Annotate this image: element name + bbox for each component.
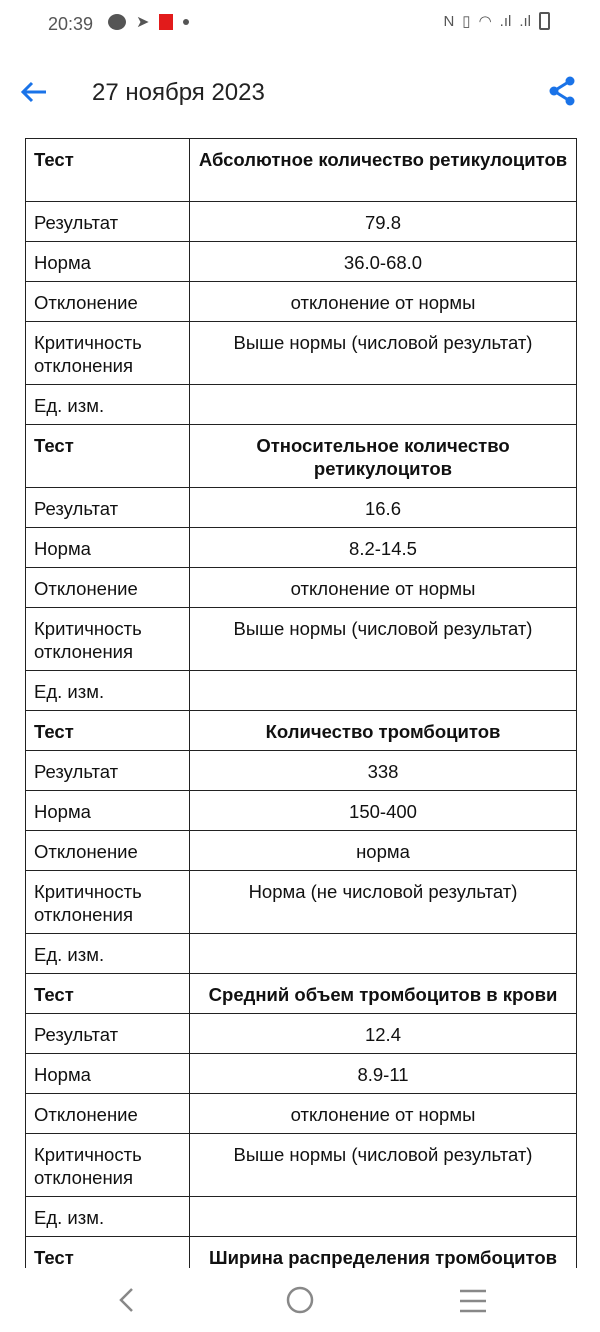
row-label: Результат xyxy=(26,1014,190,1054)
row-label: Ед. изм. xyxy=(26,1197,190,1237)
row-label: Ед. изм. xyxy=(26,934,190,974)
row-label: Норма xyxy=(26,1054,190,1094)
battery-charging-icon xyxy=(539,12,550,30)
row-value-result: 79.8 xyxy=(190,202,577,242)
row-label: Отклонение xyxy=(26,568,190,608)
row-value-unit xyxy=(190,385,577,425)
row-label: Тест xyxy=(26,425,190,488)
table-row-criticality xyxy=(26,1134,577,1197)
row-value-result: 338 xyxy=(190,751,577,791)
table-row-deviation xyxy=(26,1094,577,1134)
row-value-test: Относительное количество ретикулоцитов xyxy=(190,425,577,488)
nav-back-icon[interactable] xyxy=(116,1286,136,1314)
row-value-unit xyxy=(190,934,577,974)
nav-home-icon[interactable] xyxy=(285,1285,315,1315)
row-value-norm: 8.9-11 xyxy=(190,1054,577,1094)
row-value-result: 16.6 xyxy=(190,488,577,528)
row-value-unit xyxy=(190,1197,577,1237)
row-value-result: 12.4 xyxy=(190,1014,577,1054)
results-scroll[interactable] xyxy=(0,132,600,1268)
status-time: 20:39 xyxy=(48,14,94,34)
telegram-icon: ➤ xyxy=(136,14,150,31)
table-row-deviation xyxy=(26,282,577,322)
signal-icon: .ıl xyxy=(499,12,512,30)
row-label: Результат xyxy=(26,751,190,791)
row-label: Критичность отклонения xyxy=(26,322,190,385)
row-label: Тест xyxy=(26,974,190,1014)
row-value-deviation: отклонение от нормы xyxy=(190,1094,577,1134)
table-row-deviation xyxy=(26,568,577,608)
row-value-test: Количество тромбоцитов xyxy=(190,711,577,751)
chat-icon xyxy=(108,14,126,30)
row-label: Отклонение xyxy=(26,831,190,871)
table-row-criticality xyxy=(26,871,577,934)
nav-recents-icon[interactable] xyxy=(458,1288,488,1314)
row-value-criticality: Выше нормы (числовой результат) xyxy=(190,608,577,671)
table-row-norm xyxy=(26,528,577,568)
results-table xyxy=(25,138,577,1268)
wifi-icon: ◠ xyxy=(478,13,492,30)
table-row-deviation xyxy=(26,831,577,871)
status-bar xyxy=(0,0,600,50)
row-label: Критичность отклонения xyxy=(26,608,190,671)
table-row-test xyxy=(26,139,577,202)
row-label: Тест xyxy=(26,1237,190,1269)
row-value-criticality: Норма (не числовой результат) xyxy=(190,871,577,934)
table-row-norm xyxy=(26,242,577,282)
row-label: Результат xyxy=(26,202,190,242)
row-label: Норма xyxy=(26,242,190,282)
page-title: 27 ноября 2023 xyxy=(92,79,265,106)
row-value-norm: 150-400 xyxy=(190,791,577,831)
table-row-test xyxy=(26,1237,577,1269)
table-row-result xyxy=(26,751,577,791)
row-value-criticality: Выше нормы (числовой результат) xyxy=(190,322,577,385)
table-row-result xyxy=(26,488,577,528)
table-row-unit xyxy=(26,1197,577,1237)
table-row-unit xyxy=(26,934,577,974)
row-label: Отклонение xyxy=(26,1094,190,1134)
system-nav-bar xyxy=(0,1268,600,1332)
row-label: Норма xyxy=(26,528,190,568)
table-row-norm xyxy=(26,1054,577,1094)
row-value-test: Абсолютное количество ретикулоцитов xyxy=(190,139,577,202)
table-row-result xyxy=(26,202,577,242)
row-label: Тест xyxy=(26,711,190,751)
row-label: Ед. изм. xyxy=(26,671,190,711)
row-value-test: Средний объем тромбоцитов в крови xyxy=(190,974,577,1014)
row-value-test: Ширина распределения тромбоцитов xyxy=(190,1237,577,1269)
row-value-deviation: норма xyxy=(190,831,577,871)
vibrate-icon: ▯ xyxy=(462,13,471,30)
dot-icon xyxy=(183,19,189,25)
table-row-test xyxy=(26,974,577,1014)
table-row-unit xyxy=(26,385,577,425)
app-bar xyxy=(0,62,600,122)
table-row-test xyxy=(26,711,577,751)
row-value-deviation: отклонение от нормы xyxy=(190,282,577,322)
row-label: Отклонение xyxy=(26,282,190,322)
row-value-criticality: Выше нормы (числовой результат) xyxy=(190,1134,577,1197)
table-row-criticality xyxy=(26,608,577,671)
row-value-norm: 36.0-68.0 xyxy=(190,242,577,282)
table-row-criticality xyxy=(26,322,577,385)
row-label: Ед. изм. xyxy=(26,385,190,425)
table-row-unit xyxy=(26,671,577,711)
row-label: Результат xyxy=(26,488,190,528)
table-row-result xyxy=(26,1014,577,1054)
nfc-icon: N xyxy=(443,12,455,30)
row-label: Критичность отклонения xyxy=(26,871,190,934)
table-row-test xyxy=(26,425,577,488)
back-arrow-icon[interactable] xyxy=(18,76,50,108)
row-value-norm: 8.2-14.5 xyxy=(190,528,577,568)
row-label: Норма xyxy=(26,791,190,831)
notification-app-icon xyxy=(159,14,173,30)
row-label: Тест xyxy=(26,139,190,202)
row-value-unit xyxy=(190,671,577,711)
signal-icon: .ıl xyxy=(519,12,531,30)
share-icon[interactable] xyxy=(548,76,576,111)
table-row-norm xyxy=(26,791,577,831)
row-label: Критичность отклонения xyxy=(26,1134,190,1197)
row-value-deviation: отклонение от нормы xyxy=(190,568,577,608)
